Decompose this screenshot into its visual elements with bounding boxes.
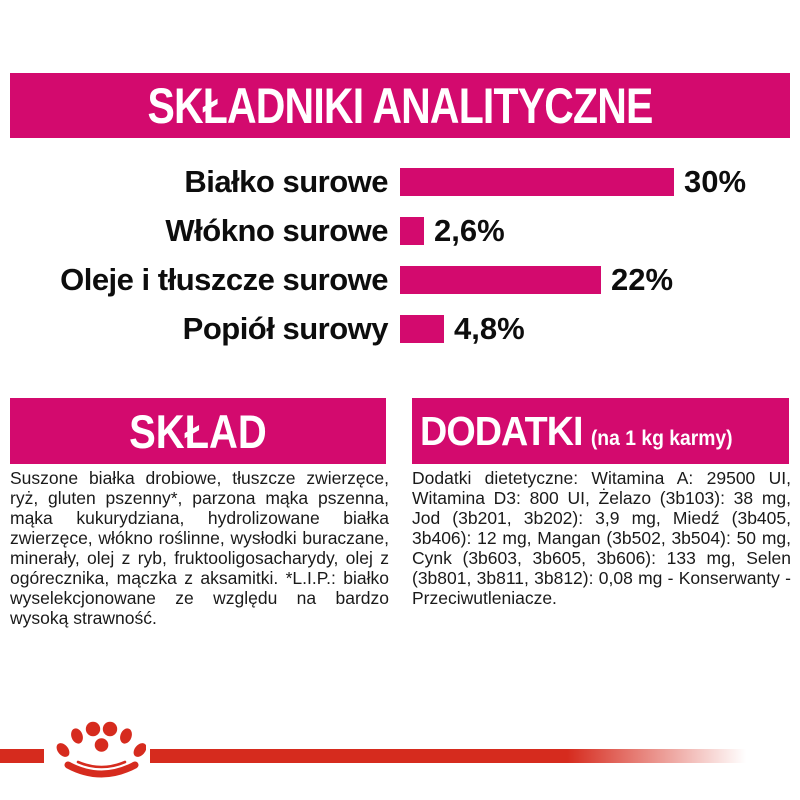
dodatki-title: DODATKI (420, 407, 583, 454)
sklad-body-text: Suszone białka drobiowe, tłuszcze zwierzęce, ryż, gluten pszenny*, parzona mąka pszenna, mąka kukurydziana, hydrolizowane białka zwierzęce, włókno roślinne, wysłodki buraczane, minerały, olej z ryb, fruktooligosacharydy, olej z ogórecznika, mączka z aksamitki. *L.I.P.: białko wyselekcjonowane ze względu na bardzo wysoką strawność. (10, 468, 389, 628)
chart-row-label: Oleje i tłuszcze surowe (60, 261, 388, 297)
chart-row-value: 22% (611, 261, 674, 297)
footer-stripe-left (0, 749, 44, 763)
dodatki-section-header (412, 398, 789, 464)
crown-paw-icon (50, 719, 146, 783)
chart-row-value: 4,8% (454, 310, 525, 346)
chart-row-bar (400, 217, 424, 245)
chart-row-value: 30% (684, 163, 747, 199)
analytics-title: SKŁADNIKI ANALITYCZNE (147, 77, 653, 134)
footer-stripe-right (150, 749, 746, 763)
chart-row-label: Włókno surowe (165, 212, 388, 248)
chart-row (0, 206, 800, 255)
sklad-section-header (10, 398, 386, 464)
chart-row-bar (400, 168, 674, 196)
chart-row-value: 2,6% (434, 212, 505, 248)
dodatki-title-line (420, 408, 733, 455)
analytics-bar-chart (0, 157, 800, 353)
dodatki-subtitle: (na 1 kg karmy) (590, 426, 733, 450)
chart-row (0, 304, 800, 353)
chart-row-label: Białko surowe (184, 163, 388, 199)
dodatki-body-text: Dodatki dietetyczne: Witamina A: 29500 UI, Witamina D3: 800 UI, Żelazo (3b103): 38 mg, Jod (3b201, 3b202): 3,9 mg, Miedź (3b405, 3b406): 12 mg, Mangan (3b502, 3b504): 50 mg, Cynk (3b603, 3b605, 3b606): 133 mg, Selen (3b801, 3b811, 3b812): 0,08 mg - Konserwanty - Przeciwutleniacze. (412, 468, 791, 608)
analytics-section-banner (10, 73, 790, 138)
chart-row (0, 157, 800, 206)
chart-row-bar (400, 315, 444, 343)
chart-row (0, 255, 800, 304)
chart-row-bar (400, 266, 601, 294)
sklad-title: SKŁAD (129, 404, 267, 458)
chart-row-label: Popiół surowy (182, 310, 388, 346)
